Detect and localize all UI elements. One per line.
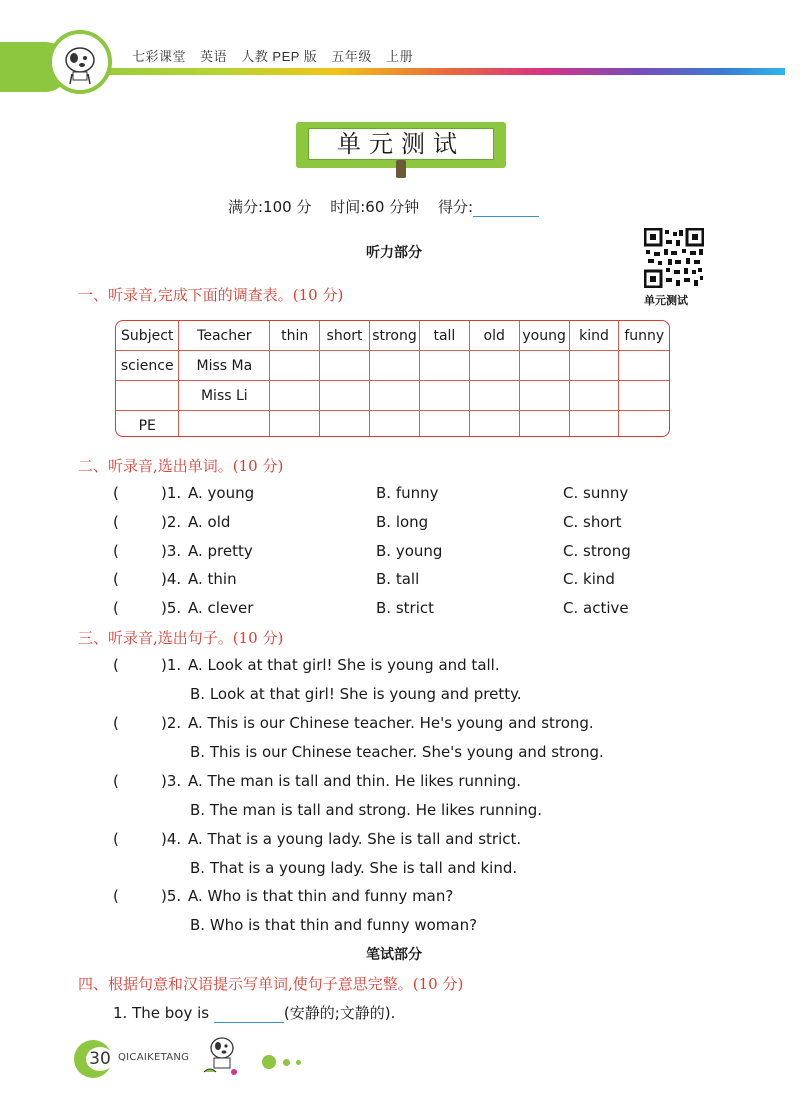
list-item bbox=[113, 513, 181, 531]
page-number: 30 bbox=[86, 1047, 114, 1071]
header-edition: 人教 PEP 版 bbox=[241, 49, 318, 64]
question-number: )4. bbox=[161, 570, 182, 588]
header-series: 七彩课堂 bbox=[132, 49, 187, 64]
question-number: )5. bbox=[161, 887, 182, 905]
list-item bbox=[113, 570, 181, 588]
option-a: A. thin bbox=[188, 570, 237, 588]
answer-blank[interactable] bbox=[214, 1008, 284, 1023]
decor-dot bbox=[296, 1060, 301, 1065]
table-answer-cell[interactable] bbox=[519, 411, 569, 438]
option-c: C. short bbox=[563, 513, 622, 531]
decor-dot bbox=[283, 1059, 290, 1066]
table-answer-cell[interactable] bbox=[320, 411, 370, 438]
table-header-cell: kind bbox=[569, 321, 619, 351]
list-item bbox=[113, 656, 181, 674]
sentence-option-a: A. This is our Chinese teacher. He's young and strong. bbox=[188, 714, 594, 732]
table-answer-cell[interactable] bbox=[320, 351, 370, 381]
written-heading: 笔试部分 bbox=[366, 947, 422, 963]
answer-paren[interactable]: ( bbox=[113, 599, 119, 617]
question-number: )3. bbox=[161, 542, 182, 560]
listening-heading: 听力部分 bbox=[366, 245, 422, 261]
question-number: )5. bbox=[161, 599, 182, 617]
title-post bbox=[396, 160, 406, 178]
item-prefix: 1. The boy is bbox=[113, 1004, 210, 1022]
table-answer-cell[interactable] bbox=[419, 411, 469, 438]
header-breadcrumb bbox=[132, 46, 423, 65]
question-number: )1. bbox=[161, 484, 182, 502]
score-line bbox=[228, 196, 553, 217]
answer-paren[interactable]: ( bbox=[113, 714, 119, 732]
table-answer-cell[interactable] bbox=[619, 411, 669, 438]
list-item bbox=[113, 542, 181, 560]
table-answer-cell[interactable] bbox=[569, 351, 619, 381]
table-answer-cell[interactable] bbox=[419, 351, 469, 381]
table-answer-cell[interactable] bbox=[619, 351, 669, 381]
sentence-option-b: B. The man is tall and strong. He likes running. bbox=[190, 801, 542, 819]
table-header-cell: funny bbox=[619, 321, 669, 351]
answer-paren[interactable]: ( bbox=[113, 484, 119, 502]
part4-item-1 bbox=[113, 1002, 395, 1023]
table-answer-cell[interactable] bbox=[320, 381, 370, 411]
option-c: C. strong bbox=[563, 542, 631, 560]
table-header-cell: thin bbox=[270, 321, 320, 351]
list-item bbox=[113, 599, 181, 617]
table-answer-cell[interactable] bbox=[469, 411, 519, 438]
answer-paren[interactable]: ( bbox=[113, 570, 119, 588]
qr-label: 单元测试 bbox=[644, 294, 688, 307]
item-hint: (安静的;文静的). bbox=[283, 1004, 396, 1022]
sentence-option-a: A. That is a young lady. She is tall and strict. bbox=[188, 830, 522, 848]
part3-heading: 三、听录音,选出句子。(10 分) bbox=[78, 629, 284, 647]
table-row bbox=[116, 381, 669, 411]
list-item bbox=[113, 772, 181, 790]
page-title: 单元测试 bbox=[308, 128, 494, 160]
table-answer-cell[interactable] bbox=[270, 411, 320, 438]
option-a: A. clever bbox=[188, 599, 254, 617]
table-answer-cell[interactable] bbox=[519, 381, 569, 411]
question-number: )1. bbox=[161, 656, 182, 674]
table-answer-cell[interactable] bbox=[270, 351, 320, 381]
question-number: )2. bbox=[161, 714, 182, 732]
survey-table bbox=[115, 320, 670, 437]
option-b: B. young bbox=[376, 542, 443, 560]
option-a: A. pretty bbox=[188, 542, 253, 560]
header-grade: 五年级 bbox=[331, 49, 372, 64]
decor-dot bbox=[262, 1055, 276, 1069]
sentence-option-b: B. This is our Chinese teacher. She's young and strong. bbox=[190, 743, 604, 761]
option-b: B. funny bbox=[376, 484, 439, 502]
header-rainbow-bar bbox=[30, 68, 785, 75]
table-answer-cell[interactable] bbox=[419, 381, 469, 411]
list-item bbox=[113, 714, 181, 732]
table-header-cell: Subject bbox=[116, 321, 179, 351]
sentence-option-b: B. That is a young lady. She is tall and kind. bbox=[190, 859, 518, 877]
answer-paren[interactable]: ( bbox=[113, 772, 119, 790]
answer-paren[interactable]: ( bbox=[113, 656, 119, 674]
option-b: B. long bbox=[376, 513, 429, 531]
answer-paren[interactable]: ( bbox=[113, 887, 119, 905]
table-answer-cell[interactable] bbox=[569, 381, 619, 411]
mascot-icon bbox=[48, 30, 112, 94]
table-row bbox=[116, 411, 669, 438]
footer-brand: QICAIKETANG bbox=[118, 1052, 190, 1063]
table-row bbox=[116, 351, 669, 381]
table-header-cell: Teacher bbox=[179, 321, 270, 351]
option-c: C. kind bbox=[563, 570, 615, 588]
table-header-cell: young bbox=[519, 321, 569, 351]
sentence-option-a: A. The man is tall and thin. He likes running. bbox=[188, 772, 522, 790]
sentence-option-b: B. Who is that thin and funny woman? bbox=[190, 916, 478, 934]
question-number: )4. bbox=[161, 830, 182, 848]
score-label: 得分: bbox=[437, 198, 473, 216]
header-subject: 英语 bbox=[200, 49, 228, 64]
sentence-option-b: B. Look at that girl! She is young and pretty. bbox=[190, 685, 522, 703]
table-cell: Miss Li bbox=[179, 381, 270, 411]
table-header-cell: tall bbox=[419, 321, 469, 351]
option-a: A. old bbox=[188, 513, 231, 531]
table-header-cell: short bbox=[320, 321, 370, 351]
part1-heading: 一、听录音,完成下面的调查表。(10 分) bbox=[78, 286, 344, 304]
table-answer-cell[interactable] bbox=[619, 381, 669, 411]
table-cell: PE bbox=[116, 411, 179, 438]
time-limit: 时间:60 分钟 bbox=[330, 198, 420, 216]
part4-heading: 四、根据句意和汉语提示写单词,使句子意思完整。(10 分) bbox=[78, 975, 464, 993]
table-header-cell: strong bbox=[370, 321, 420, 351]
table-header-row bbox=[116, 321, 669, 351]
table-answer-cell[interactable] bbox=[519, 351, 569, 381]
table-answer-cell[interactable] bbox=[179, 411, 270, 438]
table-answer-cell[interactable] bbox=[370, 351, 420, 381]
table-answer-cell[interactable] bbox=[469, 381, 519, 411]
option-b: B. tall bbox=[376, 570, 420, 588]
question-number: )2. bbox=[161, 513, 182, 531]
sentence-option-a: A. Look at that girl! She is young and tall. bbox=[188, 656, 500, 674]
score-blank[interactable] bbox=[473, 200, 539, 217]
part2-heading: 二、听录音,选出单词。(10 分) bbox=[78, 457, 284, 475]
sentence-option-a: A. Who is that thin and funny man? bbox=[188, 887, 454, 905]
question-number: )3. bbox=[161, 772, 182, 790]
table-answer-cell[interactable] bbox=[370, 411, 420, 438]
mascot-icon bbox=[200, 1032, 244, 1078]
option-c: C. active bbox=[563, 599, 629, 617]
table-cell: science bbox=[116, 351, 179, 381]
option-a: A. young bbox=[188, 484, 255, 502]
header-volume: 上册 bbox=[386, 49, 414, 64]
table-answer-cell[interactable] bbox=[116, 381, 179, 411]
table-answer-cell[interactable] bbox=[569, 411, 619, 438]
list-item bbox=[113, 484, 181, 502]
table-cell: Miss Ma bbox=[179, 351, 270, 381]
table-answer-cell[interactable] bbox=[469, 351, 519, 381]
list-item bbox=[113, 830, 181, 848]
list-item bbox=[113, 887, 181, 905]
answer-paren[interactable]: ( bbox=[113, 513, 119, 531]
answer-paren[interactable]: ( bbox=[113, 542, 119, 560]
table-answer-cell[interactable] bbox=[270, 381, 320, 411]
option-b: B. strict bbox=[376, 599, 434, 617]
qr-code-icon[interactable] bbox=[644, 228, 704, 288]
option-c: C. sunny bbox=[563, 484, 629, 502]
answer-paren[interactable]: ( bbox=[113, 830, 119, 848]
full-marks: 满分:100 分 bbox=[228, 198, 312, 216]
table-header-cell: old bbox=[469, 321, 519, 351]
table-answer-cell[interactable] bbox=[370, 381, 420, 411]
